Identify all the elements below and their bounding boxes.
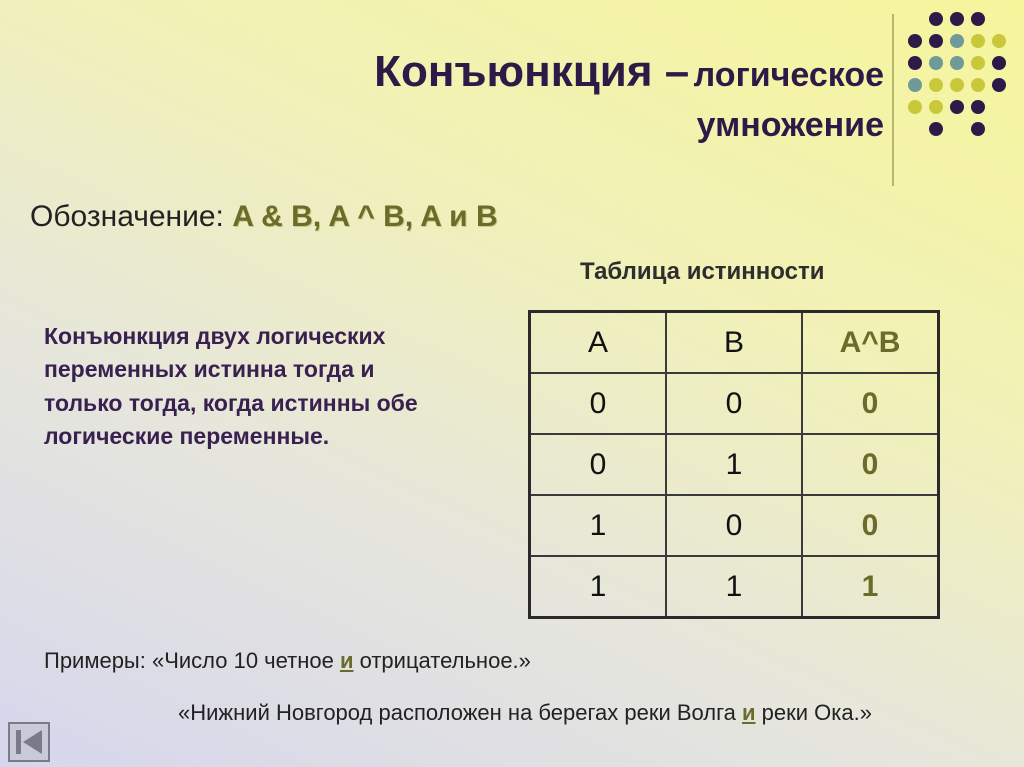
decor-dot xyxy=(929,56,943,70)
cell-a: 1 xyxy=(530,495,667,556)
example-2 xyxy=(178,700,872,726)
decor-divider xyxy=(892,14,894,186)
decor-dot xyxy=(929,12,943,26)
decor-dot xyxy=(908,56,922,70)
decor-dot xyxy=(950,34,964,48)
designation xyxy=(30,200,498,234)
decor-dot xyxy=(971,100,985,114)
decor-dot xyxy=(992,56,1006,70)
decor-dot xyxy=(950,56,964,70)
table-row xyxy=(530,373,939,434)
decor-dot xyxy=(971,78,985,92)
decor-dot xyxy=(950,78,964,92)
cell-b: 0 xyxy=(666,373,802,434)
table-header-row xyxy=(530,312,939,374)
decor-dot xyxy=(992,78,1006,92)
decor-dot xyxy=(971,122,985,136)
example-2-end: реки Ока.» xyxy=(755,700,872,725)
table-row xyxy=(530,434,939,495)
decor-dot xyxy=(950,100,964,114)
decor-dot xyxy=(971,56,985,70)
example-2-conjunction: и xyxy=(742,700,756,725)
cell-a: 0 xyxy=(530,434,667,495)
decor-dot xyxy=(929,122,943,136)
definition-text: Конъюнкция двух логических переменных истинна тогда и только тогда, когда истинны обе логические переменные. xyxy=(44,323,418,450)
cell-result: 0 xyxy=(802,373,939,434)
title-sub: логическое xyxy=(693,56,884,94)
table-row xyxy=(530,495,939,556)
example-1-end: отрицательное.» xyxy=(353,648,531,673)
example-1-conjunction: и xyxy=(339,648,354,673)
decor-dot xyxy=(908,78,922,92)
header-result: A^B xyxy=(802,312,939,374)
header-a: A xyxy=(530,312,667,374)
decor-dot xyxy=(950,12,964,26)
example-2-start: «Нижний Новгород расположен на берегах реки Волга xyxy=(178,700,743,725)
decor-dot xyxy=(908,34,922,48)
title-sub-2: умножение xyxy=(696,106,884,144)
first-slide-icon xyxy=(8,722,50,762)
cell-a: 1 xyxy=(530,556,667,618)
cell-b: 1 xyxy=(666,434,802,495)
designation-ops: A & B, A ^ B, A и B xyxy=(232,200,498,233)
table-caption: Таблица истинности xyxy=(580,258,825,285)
cell-result: 1 xyxy=(802,556,939,618)
cell-b: 1 xyxy=(666,556,802,618)
example-1-start: Примеры: «Число 10 четное xyxy=(44,648,340,673)
first-slide-button[interactable] xyxy=(8,722,50,762)
decor-dot xyxy=(929,78,943,92)
cell-a: 0 xyxy=(530,373,667,434)
example-1 xyxy=(44,648,531,674)
cell-b: 0 xyxy=(666,495,802,556)
cell-result: 0 xyxy=(802,434,939,495)
designation-label: Обозначение: xyxy=(30,200,224,233)
decor-dot xyxy=(929,34,943,48)
decor-dot xyxy=(992,34,1006,48)
decor-dot xyxy=(971,12,985,26)
decor-dot xyxy=(971,34,985,48)
slide-title xyxy=(374,47,884,144)
header-b: B xyxy=(666,312,802,374)
table-row xyxy=(530,556,939,618)
decor-dot xyxy=(908,100,922,114)
truth-table xyxy=(528,310,940,619)
cell-result: 0 xyxy=(802,495,939,556)
decor-dot xyxy=(929,100,943,114)
title-main: Конъюнкция – xyxy=(374,47,690,96)
